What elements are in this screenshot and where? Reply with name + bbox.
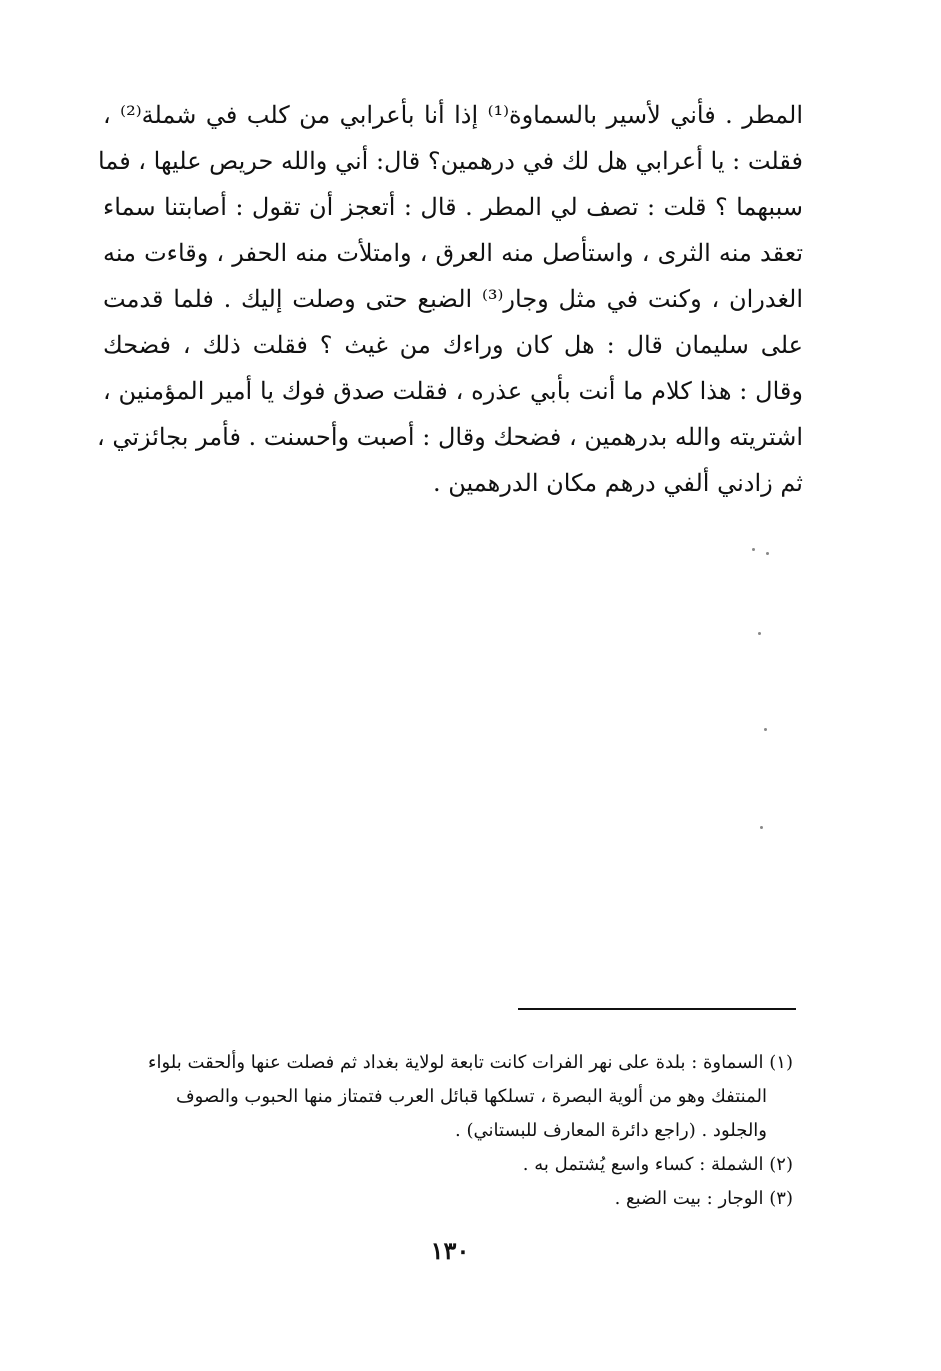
footnote-1-line-2: المنتفك وهو من ألوية البصرة ، تسلكها قبائل العرب فتمتاز منها الحبوب والصوف	[175, 1086, 767, 1107]
text-line: فقلت : يا أعرابي هل لك في درهمين؟ قال: أني والله حريص عليها ، فما	[98, 147, 803, 175]
text-line: سببهما ؟ قلت : تصف لي المطر . قال : أتعجز أن تقول : أصابتنا سماء	[103, 193, 803, 221]
text-line: اشتريته والله بدرهمين ، فضحك وقال : أصبت وأحسنت . فأمر بجائزتي ،	[96, 423, 803, 451]
page-number: ١٣٠	[430, 1236, 470, 1265]
text-line: على سليمان قال : هل كان وراءك من غيث ؟ فقلت ذلك ، فضحك	[103, 331, 803, 359]
scan-speck	[758, 632, 761, 635]
main-text-block	[96, 92, 804, 506]
scan-speck	[760, 826, 763, 829]
footnote-1-line-3: والجلود . (راجع دائرة المعارف للبستاني) .	[455, 1120, 767, 1141]
scan-speck	[764, 728, 767, 731]
text-line: الغدران ، وكنت في مثل وجار⁽³⁾ الضبع حتى وصلت إليك . فلما قدمت	[103, 285, 804, 313]
footnote-3: (٣) الوجار : بيت الضبع .	[614, 1188, 793, 1209]
footnotes-block	[93, 1046, 793, 1216]
text-line: المطر . فأني لأسير بالسماوة⁽¹⁾ إذا أنا بأعرابي من كلب في شملة⁽²⁾ ،	[103, 101, 803, 129]
scan-speck	[766, 552, 769, 555]
footnote-separator	[518, 1008, 796, 1010]
footnote-2: (٢) الشملة : كساء واسع يُشتمل به .	[522, 1154, 793, 1175]
text-line: تعقد منه الثرى ، واستأصل منه العرق ، وامتلأت منه الحفر ، وقاءت منه	[103, 239, 804, 267]
text-line: ثم زادني ألفي درهم مكان الدرهمين .	[433, 469, 803, 497]
footnote-1-line-1: (١) السماوة : بلدة على نهر الفرات كانت تابعة لولاية بغداد ثم فصلت عنها وألحقت بلواء	[148, 1052, 793, 1073]
text-line: وقال : هذا كلام ما أنت بأبي عذره ، فقلت صدق فوك يا أمير المؤمنين ،	[103, 377, 803, 405]
scan-speck	[752, 548, 755, 551]
